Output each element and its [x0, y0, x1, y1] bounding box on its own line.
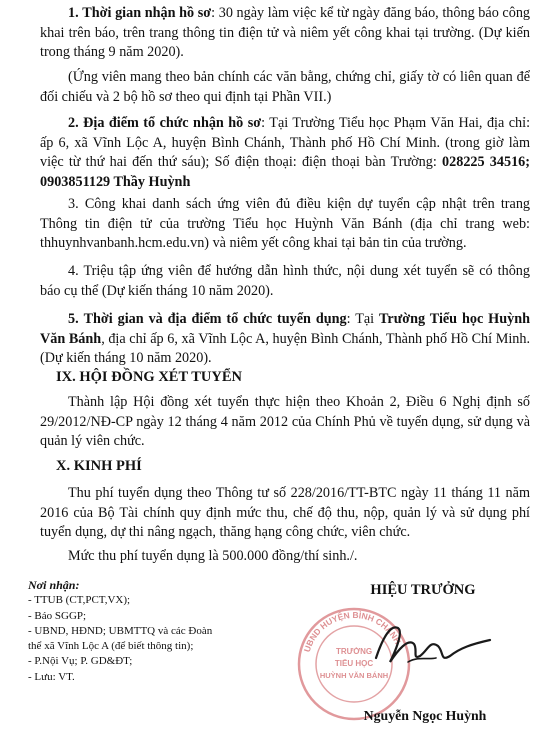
- signer-title: HIỆU TRƯỞNG: [370, 582, 476, 598]
- item-3-text: Công khai danh sách ứng viên đủ điều kiện dự tuyển cập nhật trên trang Thông tin điện tử của trường Tiểu học Huỳnh Văn Bánh (địa chỉ trang web: thhuynhvanbanh.hcm.edu.vn) và niêm yết công khai tại bản tin của trường.: [40, 196, 531, 251]
- recipient-line: thể xã Vĩnh Lộc A (để biết thông tin);: [28, 640, 194, 653]
- recipient-line: - Báo SGGP;: [28, 609, 87, 622]
- section-10-text: Thu phí tuyển dụng theo Thông tư số 228/2016/TT-BTC ngày 11 tháng 11 năm 2016 của Bộ Tài chính quy định mức thu, chế độ thu, nộp, quản lý và sử dụng phí tuyển dụng, dự thi nâng ngạch, thăng hạng công chức, viên chức.: [40, 485, 530, 540]
- recipient-line: - UBND, HĐND; UBMTTQ và các Đoàn: [28, 624, 213, 637]
- seal-outer-text: UBND HUYỆN BÌNH CHÁNH: [301, 609, 403, 654]
- recipient-line: - TTUB (CT,PCT,VX);: [28, 594, 131, 607]
- item-1-lead: Thời gian nhận hồ sơ: [82, 5, 212, 21]
- item-4-text: Triệu tập ứng viên để hướng dẫn hình thức, nội dung xét tuyển sẽ có thông báo cụ thể (Dự kiến tháng 10 năm 2020).: [40, 263, 530, 299]
- item-3-number: 3.: [68, 196, 79, 212]
- item-2: [40, 114, 530, 192]
- item-4: [40, 262, 530, 301]
- recipient-line: - P.Nội Vụ; P. GD&ĐT;: [28, 655, 133, 668]
- item-1-number: 1.: [68, 5, 79, 21]
- note-1: (Ứng viên mang theo bản chính các văn bằng, chứng chỉ, giấy tờ có liên quan để đối chiếu và 2 bộ hồ sơ theo qui định tại Phần VII.): [40, 69, 530, 105]
- item-2-phones: 028225 34516; 0903851129 Thầy Huỳnh: [40, 154, 530, 190]
- recipient-line: - Lưu: VT.: [28, 670, 75, 683]
- seal-line-2: TIỂU HỌC: [334, 659, 374, 668]
- section-10-title: X. KINH PHÍ: [56, 458, 142, 474]
- recipients-title: Nơi nhận:: [28, 578, 80, 592]
- item-1-text: : 30 ngày làm việc kể từ ngày đăng báo, thông báo công khai trên báo, trên trang thông tin điện tử và niêm yết công khai tại trường. (Dự kiến trong tháng 9 năm 2020).: [40, 5, 531, 60]
- item-5-lead: Thời gian và địa điểm tổ chức tuyển dụng: [83, 311, 347, 327]
- section-9-title: IX. HỘI ĐỒNG XÉT TUYỂN: [56, 369, 242, 385]
- item-2-number: 2.: [68, 115, 79, 131]
- item-5-text-a: : Tại: [346, 311, 380, 327]
- item-5-text-b: , địa chỉ ấp 6, xã Vĩnh Lộc A, huyện Bình Chánh, Thành phố Hồ Chí Minh. (Dự kiến tháng 10 năm 2020).: [40, 330, 530, 366]
- recipients-block: [28, 578, 288, 685]
- item-5-number: 5.: [68, 311, 79, 327]
- seal-line-3: HUỲNH VĂN BÁNH: [319, 671, 389, 680]
- item-5-school: Trường Tiểu học Huỳnh Văn Bánh: [40, 311, 530, 347]
- item-4-number: 4.: [68, 263, 79, 279]
- section-9-text: Thành lập Hội đồng xét tuyển thực hiện theo Khoản 2, Điều 6 Nghị định số 29/2012/NĐ-CP ngày 12 tháng 4 năm 2012 của Chính Phủ về tuyển dụng, sử dụng và quản lý viên chức.: [40, 394, 530, 449]
- seal-line-1: TRƯỜNG: [335, 647, 373, 656]
- item-2-text: : Tại Trường Tiểu học Phạm Văn Hai, địa chỉ: ấp 6, xã Vĩnh Lộc A, huyện Bình Chánh, Thành phố Hồ Chí Minh. (trong giờ làm việc từ thứ hai đến thứ sáu); Số điện thoại: điện thoại bàn Trường:: [40, 115, 531, 170]
- item-1: [40, 4, 530, 63]
- item-5: [40, 310, 530, 369]
- signer-name: Nguyễn Ngọc Huỳnh: [363, 708, 487, 723]
- handwritten-signature: [368, 610, 498, 680]
- item-3: [40, 195, 530, 254]
- item-2-lead: Địa điểm tổ chức nhận hồ sơ: [83, 115, 262, 131]
- section-10-fee: Mức thu phí tuyển dụng là 500.000 đồng/thí sinh./.: [68, 548, 358, 564]
